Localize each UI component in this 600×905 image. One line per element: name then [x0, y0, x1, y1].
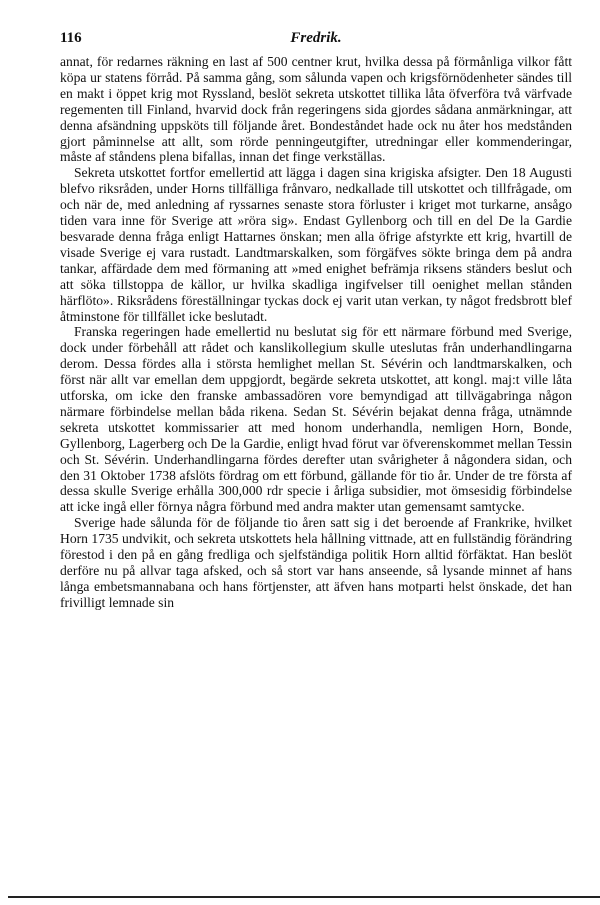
paragraph: annat, för redarnes räkning en last af 500 centner krut, hvilka dessa på förmånliga vilkor fått köpa ur statens förråd. På samma gång, som sålunda vapen och krigsförnödenheter sändes till en makt i öppet krig mot Ryssland, beslöt sekreta utskottet tillika låta öfverföra två värfvade regementen till Finland, hvarvid dock från regeringens sida gjordes sådana anmärkningar, att denna afsändning uppsköts till följande året. Bondeståndet hade ock nu åter hos medstånden gjort påminnelse att allt, som rörde penningeutgifter, utredningar eller kommenderingar, måste af ståndens plena bifallas, innan det finge verkställas. — [60, 54, 572, 165]
page-number: 116 — [60, 30, 82, 46]
paragraph: Sekreta utskottet fortfor emellertid att lägga i dagen sina krigiska afsigter. Den 18 Augusti blefvo riksråden, under Horns tillfälliga frånvaro, nedkallade till utskottet och tillfrågade, om och när de, med anledning af ryssarnes senaste stora förluster i kriget mot turkarne, ansågo tiden vara inne för Sverige att »röra sig». Endast Gyllenborg och till en del De la Gardie besvarade denna fråga enligt Hattarnes önskan; men alla öfrige afstyrkte ett krig, hvartill de visade Sverige ej vara rustadt. Landtmarskalken, som förgäfves sökte bringa dem på andra tankar, affärdade dem med förmaning att »med enighet befrämja riksens ständers beslut och att söka tillstoppa de källor, ur hvilka skadliga ingifvelser till oenighet mellan stånden härflöto». Riksrådens föreställningar tyckas dock ej varit utan verkan, ty något fredsbrott blef åtminstone för tillfället icke beslutadt. — [60, 165, 572, 324]
bottom-rule — [8, 896, 600, 898]
paragraph: Franska regeringen hade emellertid nu beslutat sig för ett närmare förbund med Sverige, dock under förbehåll att rådet och kanslikollegium skulle uteslutas från underhandlingarna derom. Dessa fördes alla i största hemlighet mellan St. Sévérin och landtmarskalken, och först när allt var emellan dem uppgjordt, begärde sekreta utskottet, att kongl. maj:t ville låta utforska, om icke den franske ambassadören vore bemyndigad att tillvägabringa någon närmare förbindelse mellan båda rikena. Sedan St. Sévérin bejakat denna fråga, utnämnde sekreta utskottet kommissarier att med honom underhandla, nemligen Horn, Bonde, Gyllenborg, Lagerberg och De la Gardie, enligt hvad förut var öfverenskommet mellan Tessin och St. Sévérin. Underhandlingarna fördes derefter utan svårigheter å någondera sidan, och den 31 Oktober 1738 afslöts fördrag om ett förbund, gällande för tio år. Under de tre första af dessa skulle Sverige erhålla 300,000 rdr specie i årliga subsidier, mot ömsesidig förbindelse att icke ingå eller förnya några förbund med andra makter utan gemensamt samtycke. — [60, 324, 572, 515]
running-head: Fredrik. — [290, 30, 342, 46]
page-header — [60, 30, 572, 54]
paragraph: Sverige hade sålunda för de följande tio åren satt sig i det beroende af Frankrike, hvilket Horn 1735 undvikit, och sekreta utskottets hela hållning vittnade, att en fullständig förändring förestod i den på en gång fredliga och sjelfständiga politik Horn alltid förfäktat. Han beslöt derföre nu på allvar taga afsked, och så stort var hans anseende, så lysande minnet af hans långa embetsmannabana och hans förtjenster, att äfven hans motparti helst önskade, det han frivilligt lemnade sin — [60, 515, 572, 610]
body-text — [60, 54, 572, 611]
